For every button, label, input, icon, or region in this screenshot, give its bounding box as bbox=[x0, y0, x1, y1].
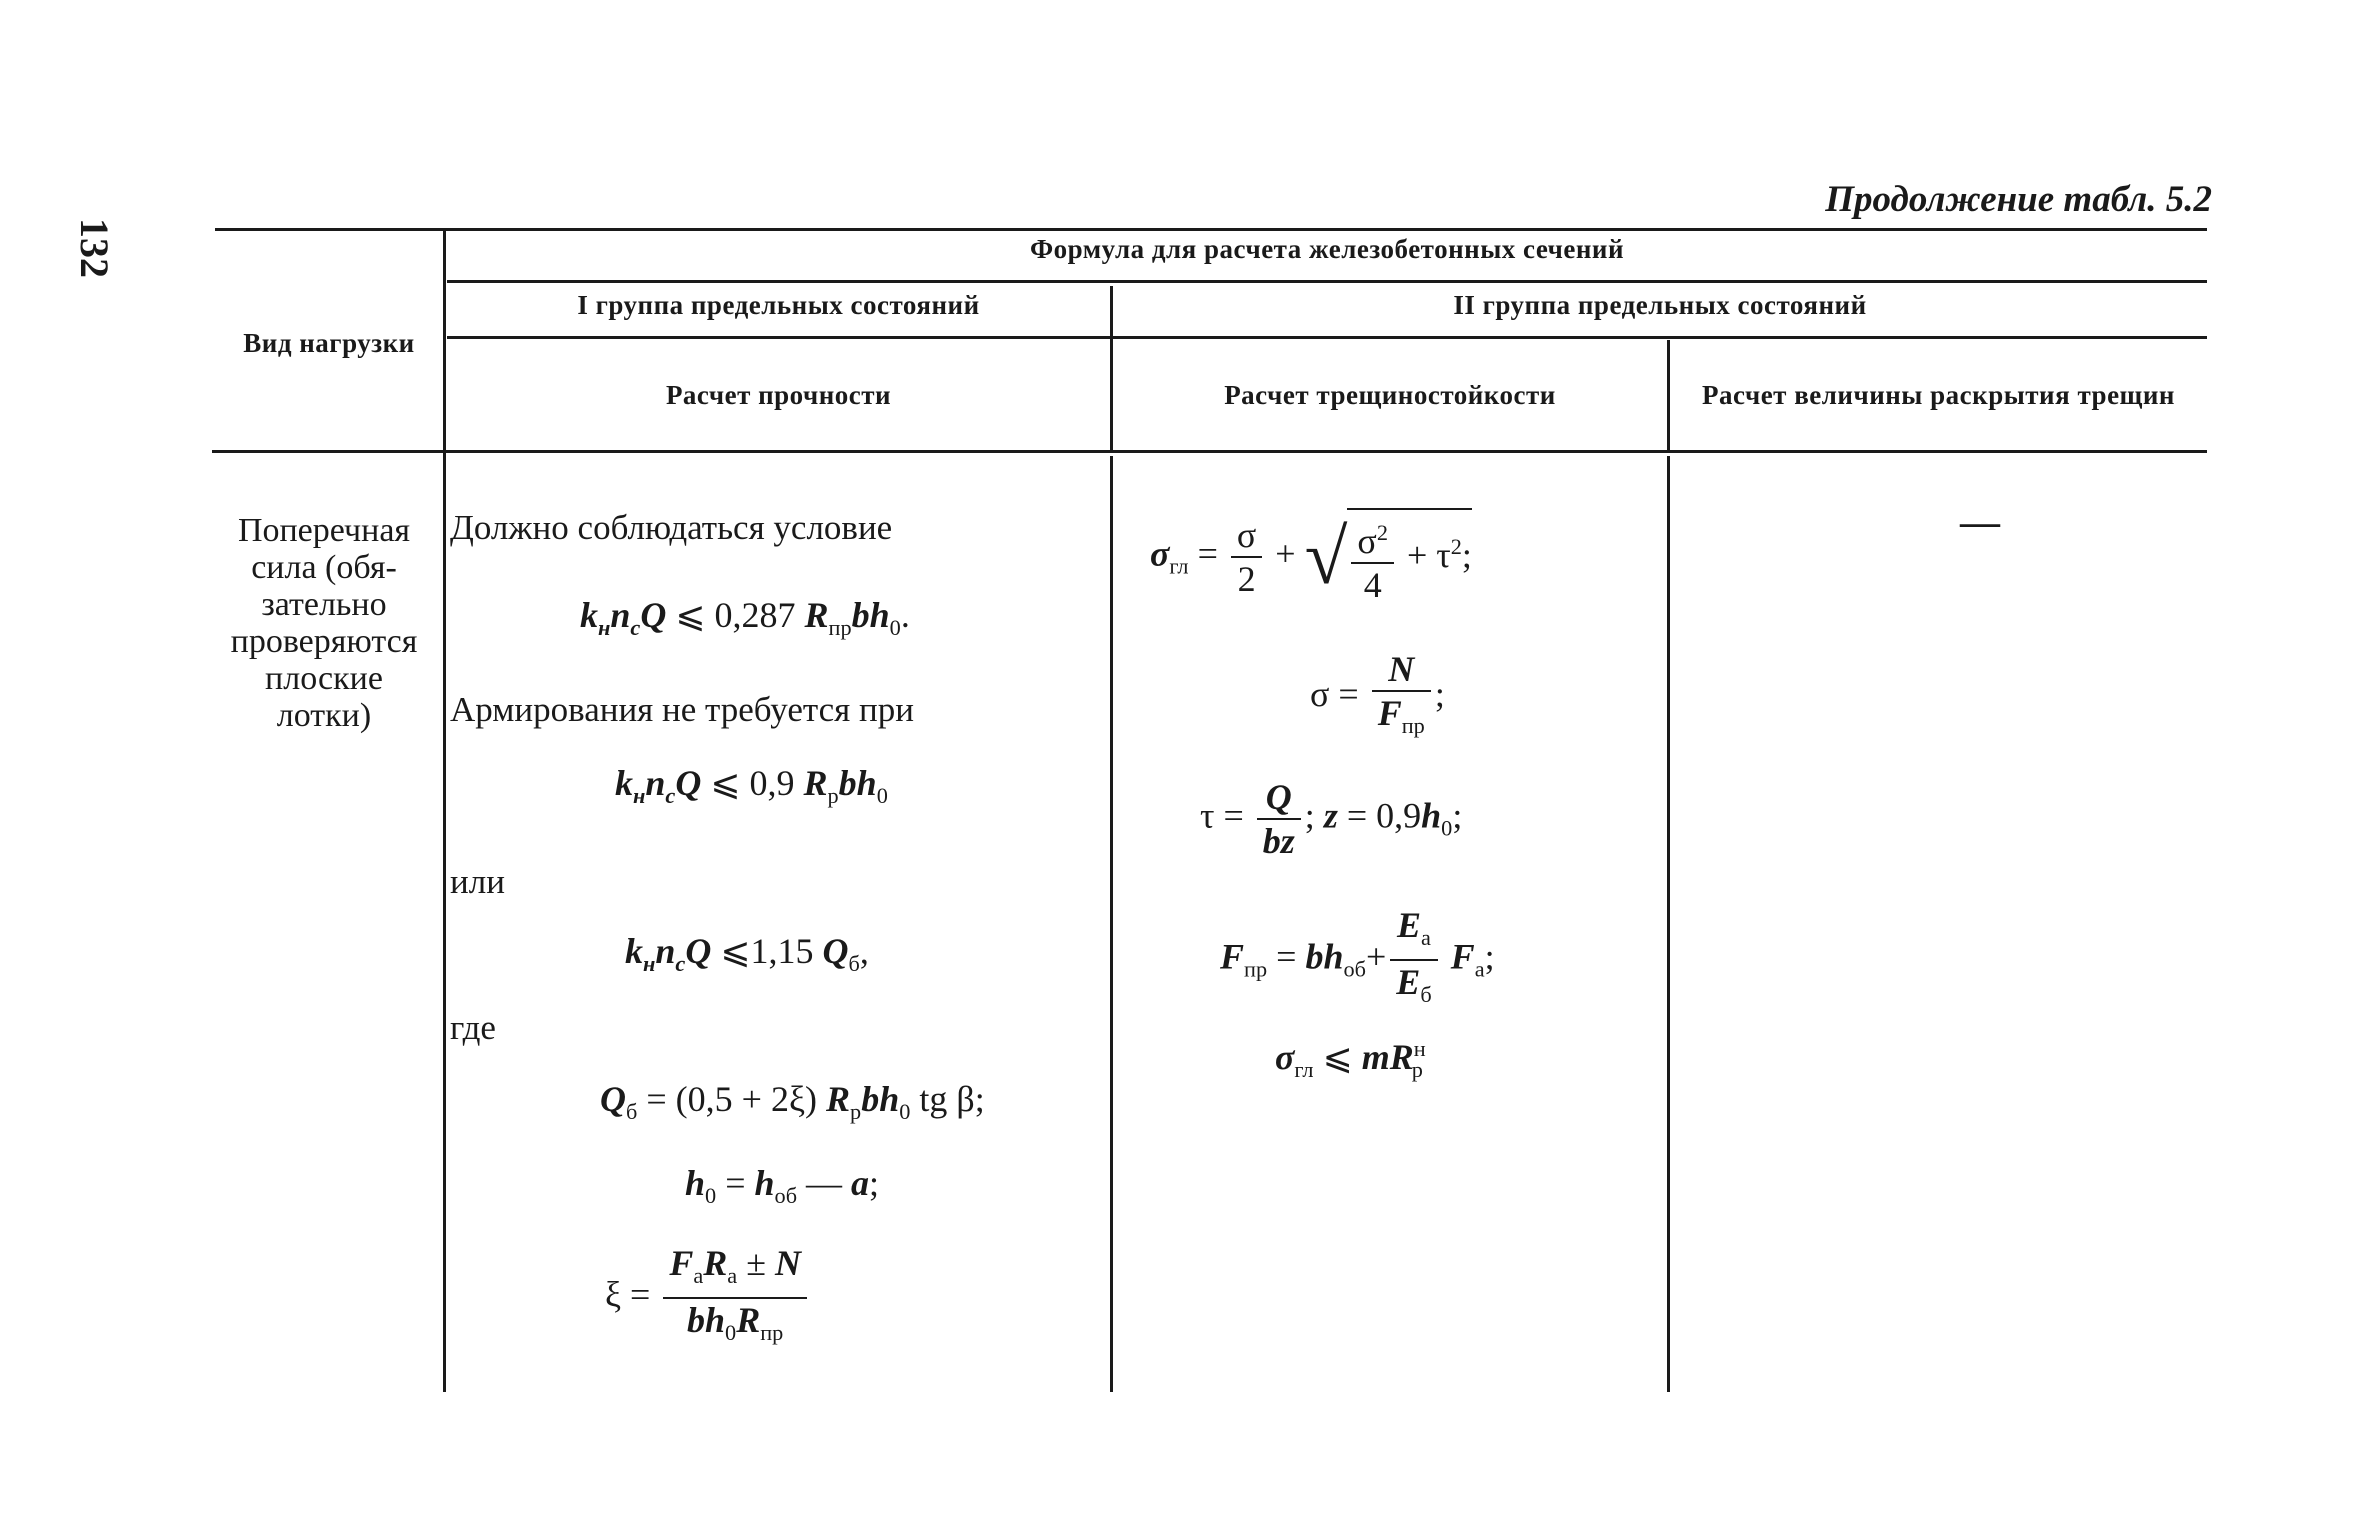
formula-coef: 0,5 bbox=[687, 1079, 733, 1119]
formula-coef: 4 bbox=[1363, 565, 1382, 605]
row-label-line: зательно bbox=[261, 586, 387, 623]
header-bottom-rule bbox=[212, 450, 2207, 453]
table-top-rule bbox=[215, 228, 2207, 231]
formula-power: 2 bbox=[1376, 520, 1388, 545]
group-header-rule bbox=[447, 336, 2207, 339]
header-load-type: Вид нагрузки bbox=[243, 328, 415, 358]
formula-coef: 0,9 bbox=[749, 763, 795, 803]
crack-opening-dash: — bbox=[1960, 499, 2000, 544]
header-crack-resistance: Расчет трещиностойкости bbox=[1224, 380, 1556, 410]
header-group-2: II группа предельных состояний bbox=[1453, 290, 1867, 320]
formula-coef: 0,287 bbox=[714, 595, 796, 635]
formula-coef: 1,15 bbox=[750, 931, 814, 971]
formula-sigma: σ = $\frac{N}{F_{пр}}$ ; bbox=[1310, 649, 1445, 739]
column-divider-1 bbox=[443, 230, 446, 1392]
formula-xi: ξ = $\frac{F_aR_a \pm N}{bh_0R_{пр}}$ bbox=[605, 1242, 811, 1354]
or-text: или bbox=[450, 862, 505, 901]
formula-principal-stress: $\sigma_{гл}$ = $\frac{\sigma}{2}$ + √ $\frac{\sigma^2}{4}$ + $\tau^2$; bbox=[1150, 508, 1472, 606]
formula-reduced-area: $F_{пр} = bh_{об}+$ $\frac{E_a}{E_б}$ $F_a$; bbox=[1220, 905, 1495, 1008]
column-divider-3-body bbox=[1667, 456, 1670, 1392]
column-divider-2-body bbox=[1110, 456, 1113, 1392]
formula-stress-limit: $\sigma_{гл}$ ⩽ $mR^н_р$ bbox=[1275, 1036, 1426, 1083]
page-number: 132 bbox=[72, 218, 117, 278]
header-formula-title: Формула для расчета железобетонных сечений bbox=[1029, 234, 1625, 264]
header-crack-opening: Расчет величины раскрытия трещин bbox=[1702, 380, 2175, 410]
formula-strength-condition: $k_нn_cQ$ ⩽ 0,287 $R_{пр}bh_0$. bbox=[580, 595, 910, 641]
strength-intro-text: Должно соблюдаться условие bbox=[450, 508, 893, 547]
formula-h0: $h_0 = h_{об}$ — a; bbox=[685, 1163, 880, 1209]
row-label-line: Поперечная bbox=[237, 512, 411, 549]
formula-no-reinforcement-1: $k_нn_cQ$ ⩽ 0,9 $R_рbh_0$ bbox=[615, 763, 888, 809]
formula-header-rule bbox=[447, 280, 2207, 283]
row-label-line: лотки) bbox=[276, 697, 372, 734]
header-strength-calc: Расчет прочности bbox=[665, 380, 892, 410]
formula-no-reinforcement-2: $k_нn_cQ$ ⩽1,15 $Q_б$, bbox=[625, 931, 869, 977]
formula-coef: 0,9 bbox=[1376, 795, 1422, 836]
row-label-line: плоские bbox=[265, 660, 383, 697]
row-label-transverse-force bbox=[205, 512, 443, 734]
reinforcement-text: Армирования не требуется при bbox=[450, 690, 914, 729]
formula-q-concrete: $Q_б = (0,5 + 2\xi)$ $R_рbh_0$ tg β; bbox=[600, 1079, 985, 1125]
row-label-line: проверяются bbox=[230, 623, 418, 660]
table-continuation-caption: Продолжение табл. 5.2 bbox=[1825, 179, 2212, 220]
formula-coef: 2 bbox=[770, 1079, 789, 1119]
where-text: где bbox=[450, 1008, 496, 1047]
formula-tau: τ = $\frac{Q}{bz}$ ; $z = 0,9h_0$; bbox=[1200, 777, 1463, 861]
row-label-line: сила (обя- bbox=[251, 549, 397, 586]
header-group-1: I группа предельных состояний bbox=[577, 290, 980, 320]
